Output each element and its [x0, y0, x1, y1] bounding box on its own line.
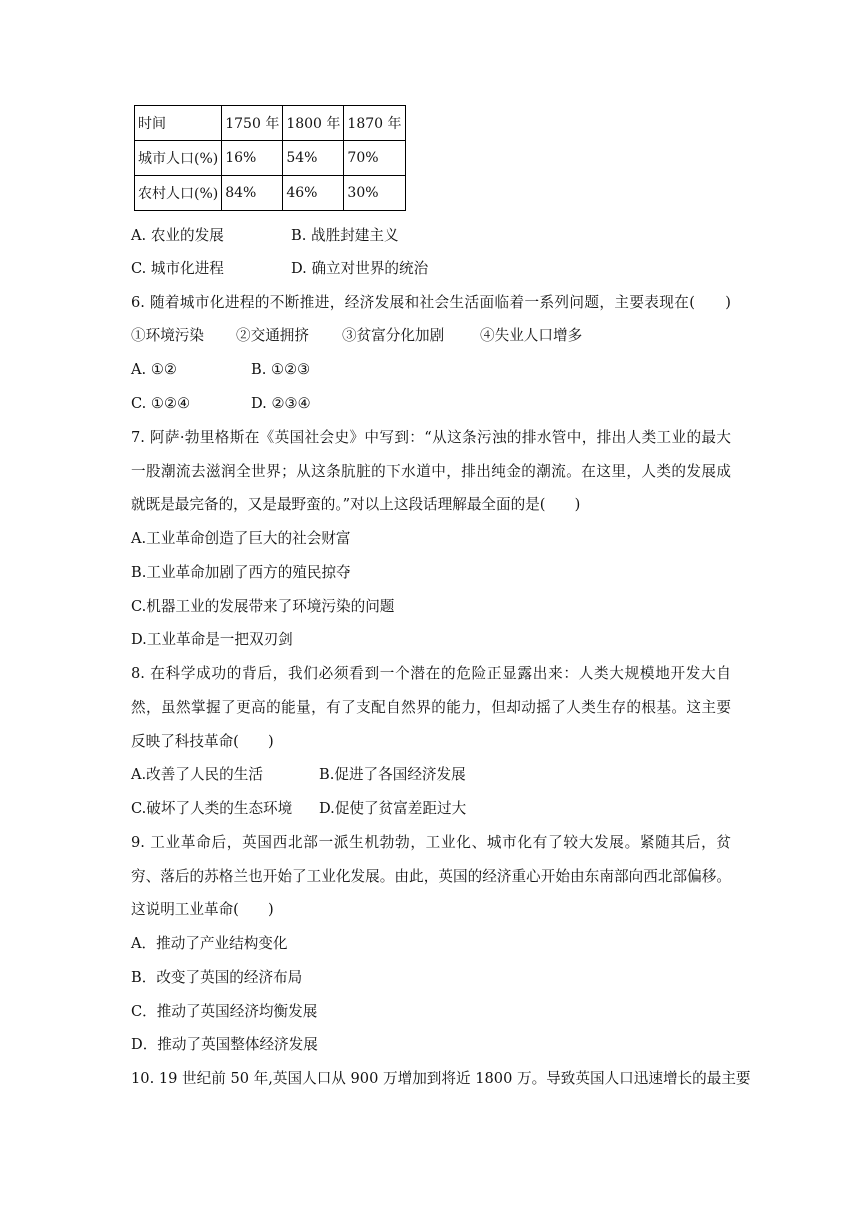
- q9-option-b: B．改变了英国的经济布局: [131, 969, 303, 986]
- table-cell: 16%: [222, 141, 283, 176]
- table-cell: 农村人口(%): [135, 176, 222, 211]
- table-cell: 城市人口(%): [135, 141, 222, 176]
- q7-option-d: D.工业革命是一把双刃剑: [131, 631, 293, 648]
- table-row: [135, 176, 406, 211]
- table-cell: 30%: [344, 176, 405, 211]
- q8-stem-line2: 然，虽然掌握了更高的能量，有了支配自然界的能力，但却动摇了人类生存的根基。这主要: [131, 699, 731, 716]
- q9-option-a: A．推动了产业结构变化: [131, 935, 288, 952]
- q5-options-row2: [131, 259, 428, 279]
- q7-option-b: B.工业革命加剧了西方的殖民掠夺: [131, 564, 351, 581]
- option-b: B. ①②③: [251, 361, 311, 378]
- option-c: C. 城市化进程: [131, 260, 224, 277]
- option-a: A. ①②: [131, 361, 177, 378]
- option-d: D. 确立对世界的统治: [291, 260, 429, 277]
- q8-stem-line3: 反映了科技革命( ): [131, 733, 274, 750]
- q7-option-a: A.工业革命创造了巨大的社会财富: [131, 530, 351, 547]
- q9-option-d: D．推动了英国整体经济发展: [131, 1036, 318, 1053]
- table-cell: 46%: [283, 176, 344, 211]
- option-c: C. ①②④: [131, 395, 191, 412]
- q8-options-row2: [131, 799, 466, 819]
- option-d: D.促使了贫富差距过大: [319, 800, 467, 817]
- q9-stem-line3: 这说明工业革命( ): [131, 901, 274, 918]
- option-d: D. ②③④: [251, 395, 311, 412]
- table-cell: 1750 年: [222, 106, 283, 141]
- q6-options-row2: [131, 394, 311, 414]
- table-row: [135, 141, 406, 176]
- q9-stem-line1: 9. 工业革命后，英国西北部一派生机勃勃，工业化、城市化有了较大发展。紧随其后，贫: [131, 834, 731, 851]
- table-cell: 84%: [222, 176, 283, 211]
- q6-item-3: ③贫富分化加剧: [342, 327, 445, 344]
- table-cell: 1800 年: [283, 106, 344, 141]
- q7-option-c: C.机器工业的发展带来了环境污染的问题: [131, 598, 395, 615]
- q7-stem-line1: 7. 阿萨·勃里格斯在《英国社会史》中写到：“从这条污浊的排水管中，排出人类工业的最大: [131, 429, 731, 446]
- q7-stem-line3: 就既是最完备的，又是最野蛮的。”对以上这段话理解最全面的是( ): [131, 496, 581, 513]
- q5-options-row1: [131, 226, 399, 246]
- option-a: A. 农业的发展: [131, 227, 224, 244]
- q7-stem-line2: 一股潮流去滋润全世界；从这条肮脏的下水道中，排出纯金的潮流。在这里，人类的发展成: [131, 463, 731, 480]
- option-b: B.促进了各国经济发展: [319, 766, 466, 783]
- table-row: [135, 106, 406, 141]
- table-cell: 时间: [135, 106, 222, 141]
- q6-item-4: ④失业人口增多: [480, 327, 583, 344]
- q8-stem-line1: 8. 在科学成功的背后，我们必须看到一个潜在的危险正显露出来：人类大规模地开发大自: [131, 665, 731, 682]
- table-cell: 70%: [344, 141, 405, 176]
- q9-stem-line2: 穷、落后的苏格兰也开始了工业化发展。由此，英国的经济重心开始由东南部向西北部偏移。: [131, 868, 731, 885]
- q6-options-row1: [131, 360, 310, 380]
- q6-stem: 6. 随着城市化进程的不断推进，经济发展和社会生活面临着一系列问题，主要表现在( ): [131, 294, 731, 311]
- q6-item-1: ①环境污染: [131, 327, 204, 344]
- q10-stem-line1: 10. 19 世纪前 50 年,英国人口从 900 万增加到将近 1800 万。导致英国人口迅速增长的最主要: [131, 1070, 751, 1087]
- option-c: C.破坏了人类的生态环境: [131, 800, 293, 817]
- option-a: A.改善了人民的生活: [131, 766, 263, 783]
- option-b: B. 战胜封建主义: [291, 227, 399, 244]
- table-cell: 1870 年: [344, 106, 405, 141]
- population-table: [134, 105, 406, 211]
- q9-option-c: C．推动了英国经济均衡发展: [131, 1003, 318, 1020]
- table-cell: 54%: [283, 141, 344, 176]
- q8-options-row1: [131, 765, 466, 785]
- q6-item-2: ②交通拥挤: [236, 327, 309, 344]
- q6-items: [131, 326, 582, 346]
